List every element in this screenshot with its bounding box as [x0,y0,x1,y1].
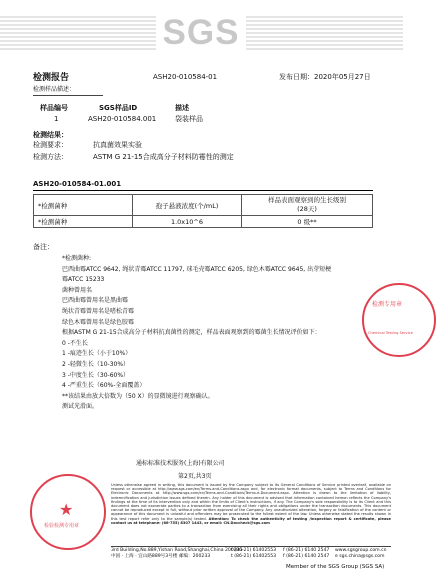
company-name: 通标标准技术服务(上海)有限公司 [136,460,225,467]
note-line: 0 -不生长 [62,339,88,347]
address-cn: 中国 · 上海 · 宜山路889号3号楼 邮编：200233 [111,554,211,559]
note-line: *检测菌种: [62,255,92,262]
inspection-seal [30,474,106,550]
header-strain: *检测菌种 [34,195,133,216]
sgs-logo: SGS [156,13,246,53]
tel-cn: t (86-21) 61402553 [231,554,277,559]
notes-block [62,254,331,413]
note-line: 霉ATCC 15233 [62,276,105,284]
result-table-header [34,195,373,216]
fax-en: f (86-21) 6140 2547 [283,548,330,553]
header-concentration: 孢子悬液浓度(个/mL) [133,195,242,216]
requirement-label: 检测要求： [33,141,68,149]
member-note: Member of the SGS Group (SGS SA) [286,564,385,570]
address-en: 3rd Building,No.889,Yishan Road,Shanghai,China 200233 [111,548,243,553]
sample-info-label: 检测样品描述： [33,86,76,93]
star-icon: ★ [59,500,74,519]
row-growth: 0 级** [242,216,373,228]
result-table [33,194,373,228]
sample-no: 1 [54,115,59,123]
address-row-cn [111,554,391,560]
sample-description: 袋装样品 [175,115,203,123]
side-stamp [362,283,413,355]
page-number: 第2页,共3页 [178,473,212,480]
table-row [34,216,373,228]
note-line: 巴西曲霉ATCC 9642, 绳状青霉ATCC 11797, 球毛壳霉ATCC 6205, 绿色木霉ATCC 9645, 出芽短梗 [62,265,332,273]
header-growth-line1: 样品表面观察到的生长级别 [268,196,346,204]
note-line: 绳状青霉曾用名是嗜松青霉 [62,307,135,315]
seal-bottom-text: 检验检测专用章 [44,523,80,529]
tel-en: t (86-21) 61402553 [231,548,277,553]
note-line: 1 -痕迹生长（小于10%） [62,350,132,358]
col-description: 描述 [175,104,189,112]
note-line: **该结果由放大倍数为（50 X）的显微镜进行观察确认。 [62,392,214,400]
note-line: 测试光滑面。 [62,403,99,411]
note-line: 3 -中度生长（30-60%） [62,371,130,379]
side-seal-text: 检测专用章 [372,301,403,308]
note-line: 根据ASTM G 21-15合成高分子材料抗真菌性的测定，样品表面观察到的霉菌生长情况评价如下： [62,329,321,337]
side-seal-ring [362,283,436,357]
row-strain: *检测菌种 [34,216,133,228]
fax-cn: f (86-21) 6140 2547 [283,554,330,559]
requirement-value: 抗真菌效果实验 [93,141,142,149]
section-id: ASH20-010584-01.001 [33,180,122,188]
col-sample-no: 样品编号 [40,104,68,112]
sgs-logo-band [0,0,403,62]
address-block [111,548,391,560]
divider [33,95,103,96]
email: e sgs.china@sgs.com [335,554,385,559]
row-concentration: 1.0x10^6 [133,216,242,228]
note-line: 4 -严重生长（60%-全面覆盖） [62,382,146,390]
issue-date: 发布日期：2020年05月27日 [279,73,371,81]
note-line: 绿色木霉曾用名是绿色胶霉 [62,318,135,326]
results-label: 检测结果： [33,131,68,139]
report-title: 检测报告 [33,73,70,83]
attention-notice: Attention: To check the authenticity of testing /inspection report & certificate, please contact us at telephone: (86-755) 8307 1443, or email: CN.Doccheck@sgs.com [111,516,391,525]
note-line: 巴西曲霉曾用名是黑曲霉 [62,297,129,305]
col-sgs-id: SGS样品ID [99,104,138,112]
disclaimer-text [111,483,391,525]
notes-label: 备注： [33,243,54,251]
method-label: 检测方法： [33,153,68,161]
website: www.sgsgroup.com.cn [335,548,387,553]
note-line: 菌种曾用名 [62,286,93,294]
header-growth-line2: (28天) [297,205,317,213]
section-rule [33,190,373,191]
disclaimer: Unless otherwise agreed in writing, this document is issued by the Company subject to its General Conditions of Service printed overleaf, available on request or accessible at http://www.sgs.com/en/Terms-and-Conditions.aspx and, for electronic format documents, subject to Terms and Conditions for Electronic Documents at http://www.sgs.com/en/Terms-and-Conditions/Terms-e-Document.aspx. Attention is drawn to the limitation of liability, indemnification and jurisdiction issues defined therein. Any holder of this document is advised that information contained hereon reflects the Company's findings at the time of its intervention only and within the limits of Client's instructions, if any. The Company's sole responsibility is to its Client and this document does not exonerate parties to a transaction from exercising all their rights and obligations under the transaction documents. This document cannot be reproduced except in full, without prior written approval of the Company. Any unauthorized alteration, forgery or falsification of the content or appearance of this document is unlawful and offenders may be prosecuted to the fullest extent of the law. Unless otherwise stated the results shown in this test report refer only to the sample(s) tested. [111,483,391,521]
header-growth [242,195,373,216]
report-number: ASH20-010584-01 [153,73,218,81]
sample-id: ASH20-010584.001 [88,115,157,123]
note-line: 2 -轻微生长（10-30%） [62,360,130,368]
address-rule [111,546,391,547]
side-seal-english: Chemical Testing Service [368,331,413,335]
method-value: ASTM G 21-15合成高分子材料防霉性的测定 [93,153,234,161]
